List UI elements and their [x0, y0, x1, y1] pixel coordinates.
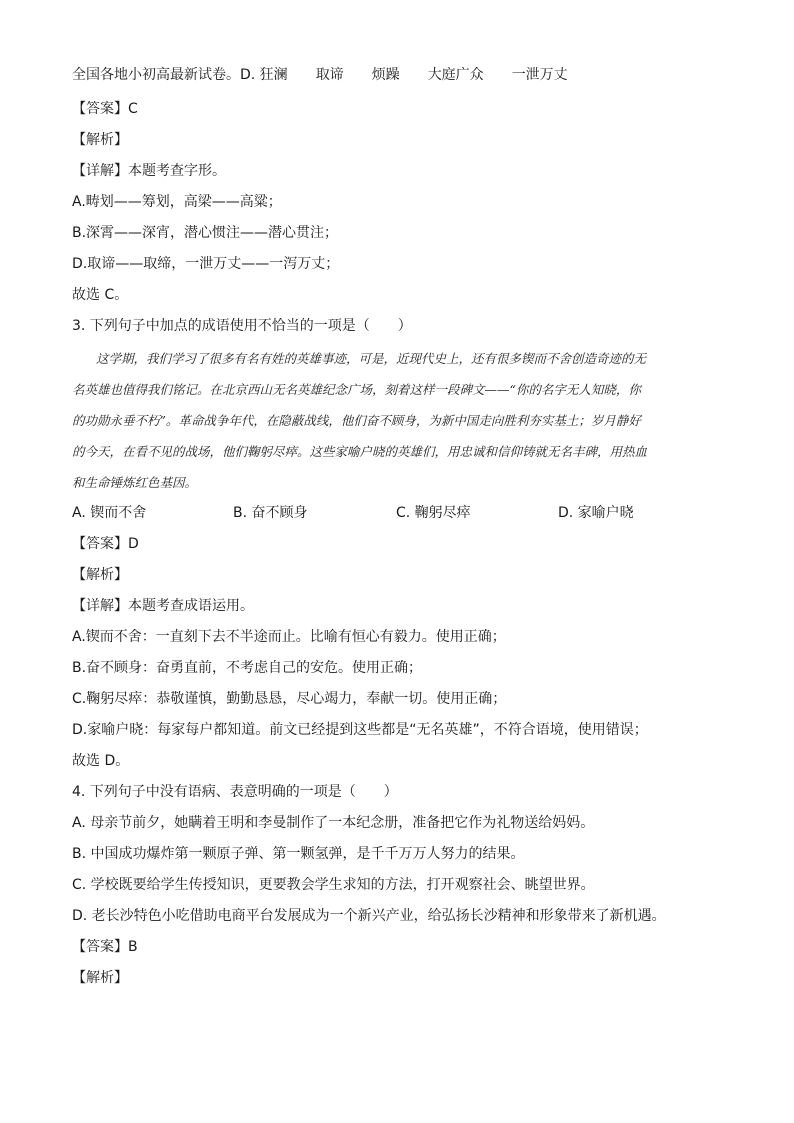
option-d-word-3: 烦躁: [371, 67, 400, 83]
explanation-d: D.取谛——取缔，一泄万丈——一泻万丈；: [72, 256, 340, 272]
question-4-option-a: A. 母亲节前夕，她瞒着王明和李曼制作了一本纪念册，准备把它作为礼物送给妈妈。: [72, 815, 595, 831]
answer-tag: 【答案】: [72, 939, 128, 955]
passage-line: 的今天，在看不见的战场，他们鞠躬尽瘁。这些家喻户晓的英雄们，用忠诚和信仰铸就无名丰碑，用热血: [72, 444, 648, 459]
conclusion: 故选 C。: [72, 287, 129, 303]
analysis-heading: 【解析】: [72, 567, 128, 583]
answer-line: [72, 99, 138, 119]
continuation-line: [72, 65, 568, 85]
option-d: D. 家喻户晓: [558, 505, 634, 521]
detail-tag: 【详解】: [72, 163, 128, 179]
explanation-b: B.奋不顾身：奋勇直前，不考虑自己的安危。使用正确；: [72, 660, 423, 676]
question-3-title: 3. 下列句子中加点的成语使用不恰当的一项是（ ）: [72, 318, 412, 334]
detail-text: 本题考查成语运用。: [128, 598, 254, 614]
option-c: C. 鞠躬尽瘁: [396, 505, 471, 521]
option-a: A. 锲而不舍: [72, 505, 147, 521]
answer-tag: 【答案】: [72, 536, 128, 552]
answer-tag: 【答案】: [72, 101, 128, 117]
question-4-option-d: D. 老长沙特色小吃借助电商平台发展成为一个新兴产业，给弘扬长沙精神和形象带来了新机遇。: [72, 908, 666, 924]
explanation-a: A.畴划——筹划，高梁——高粱；: [72, 194, 282, 210]
question-4-option-b: B. 中国成功爆炸第一颗原子弹、第一颗氢弹，是千千万万人努力的结果。: [72, 846, 525, 862]
option-d-word-4: 大庭广众: [427, 67, 484, 83]
continuation-lead: 全国各地小初高最新试卷。: [72, 67, 240, 83]
explanation-a: A.锲而不舍：一直刻下去不半途而止。比喻有恒心有毅力。使用正确；: [72, 629, 506, 645]
analysis-heading: 【解析】: [72, 970, 128, 986]
detail-tag: 【详解】: [72, 598, 128, 614]
passage-line: 的功勋永垂不朽”。革命战争年代，在隐蔽战线，他们奋不顾身，为新中国走向胜利夯实基土；岁月静好: [72, 413, 641, 428]
answer-line: [72, 534, 139, 554]
passage-line: 这学期，我们学习了很多有名有姓的英雄事迹，可是，近现代史上，还有很多锲而不舍创造奇迹的无: [96, 351, 647, 366]
option-b: B. 奋不顾身: [233, 505, 308, 521]
passage-line: 和生命锤炼红色基因。: [72, 475, 198, 490]
answer-line: [72, 937, 138, 957]
option-d-word-5: 一泄万丈: [511, 67, 568, 83]
explanation-d: D.家喻户晓：每家每户都知道。前文已经提到这些都是“无名英雄”，不符合语境，使用错误；: [72, 722, 648, 738]
question-4-title: 4. 下列句子中没有语病、表意明确的一项是（ ）: [72, 784, 398, 800]
detail-line: [72, 161, 226, 181]
detail-line: [72, 596, 254, 616]
question-4-option-c: C. 学校既要给学生传授知识，更要教会学生求知的方法，打开观察社会、眺望世界。: [72, 877, 595, 893]
question-3-passage: [72, 343, 722, 498]
detail-text: 本题考查字形。: [128, 163, 226, 179]
conclusion: 故选 D。: [72, 753, 130, 769]
answer-value: B: [128, 939, 138, 955]
answer-value: C: [128, 101, 138, 117]
passage-line: 名英雄也值得我们铭记。在北京西山无名英雄纪念广场，刻着这样一段碑文——“你的名字无人知晓，你: [72, 382, 641, 397]
explanation-c: C.鞠躬尽瘁：恭敬谨慎，勤勤恳恳，尽心竭力，奉献一切。使用正确；: [72, 691, 507, 707]
option-d-word-2: 取谛: [315, 67, 344, 83]
analysis-heading: 【解析】: [72, 132, 128, 148]
option-d-word-1: D. 狂澜: [240, 67, 288, 83]
explanation-b: B.深霄——深宵，潜心惯注——潜心贯注；: [72, 225, 339, 241]
answer-value: D: [128, 536, 139, 552]
